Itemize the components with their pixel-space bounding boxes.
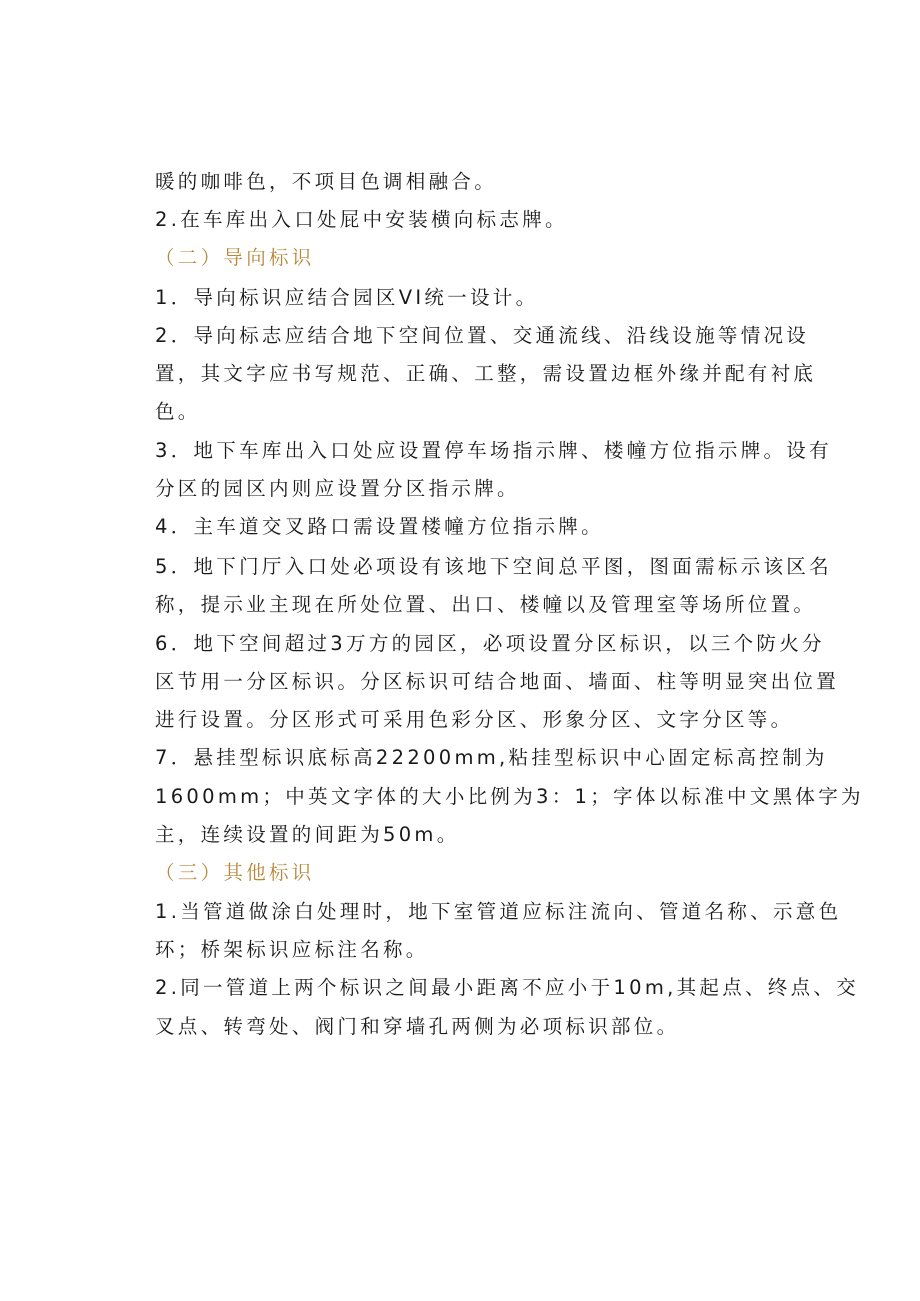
paragraph-line: 分区的园区内则应设置分区指示牌。 xyxy=(155,477,520,500)
section-heading-guidance: （二）导向标识 xyxy=(155,246,315,269)
paragraph-line: 置，其文字应书写规范、正确、工整，需设置边框外缘并配有衬底 xyxy=(155,362,817,385)
paragraph-line: 叉点、转弯处、阀门和穿墙孔两侧为必项标识部位。 xyxy=(155,1015,680,1038)
list-item-3: 3．地下车库出入口处应设置停车场指示牌、楼幢方位指示牌。设有 xyxy=(155,439,832,462)
list-item-2: 2.同一管道上两个标识之间最小距离不应小于10m,其起点、终点、交 xyxy=(155,976,860,999)
paragraph-line: 主，连续设置的间距为50m。 xyxy=(155,823,460,846)
paragraph-line: 称，提示业主现在所处位置、出口、楼幢以及管理室等场所位置。 xyxy=(155,593,817,616)
paragraph-line: 色。 xyxy=(155,400,201,423)
paragraph-line: 环；桥架标识应标注名称。 xyxy=(155,938,429,961)
list-item-5: 5．地下门厅入口处必项设有该地下空间总平图，图面需标示该区名 xyxy=(155,555,832,578)
paragraph-line: 进行设置。分区形式可采用色彩分区、形象分区、文字分区等。 xyxy=(155,708,794,731)
list-item-1: 1．导向标识应结合园区VI统一设计。 xyxy=(155,286,539,309)
list-item-7: 7．悬挂型标识底标高22200mm,粘挂型标识中心固定标高控制为 xyxy=(155,746,828,769)
paragraph-line: 1600mm；中英文字体的大小比例为3：1；字体以标准中文黑体字为 xyxy=(155,785,864,808)
list-item-6: 6．地下空间超过3万方的园区，必项设置分区标识，以三个防火分 xyxy=(155,632,825,655)
paragraph-line: 区节用一分区标识。分区标识可结合地面、墙面、柱等明显突出位置 xyxy=(155,670,840,693)
list-item-1: 1.当管道做涂白处理时，地下室管道应标注流向、管道名称、示意色 xyxy=(155,900,842,923)
section-heading-other: （三）其他标识 xyxy=(155,861,315,884)
list-item-2: 2．导向标志应结合地下空间位置、交通流线、沿线设施等情况设 xyxy=(155,324,810,347)
list-item-2: 2.在车库出入口处屁中安装横向标志牌。 xyxy=(155,208,568,231)
list-item-4: 4．主车道交叉路口需设置楼幢方位指示牌。 xyxy=(155,515,604,538)
paragraph-line: 暖的咖啡色，不项目色调相融合。 xyxy=(155,170,498,193)
